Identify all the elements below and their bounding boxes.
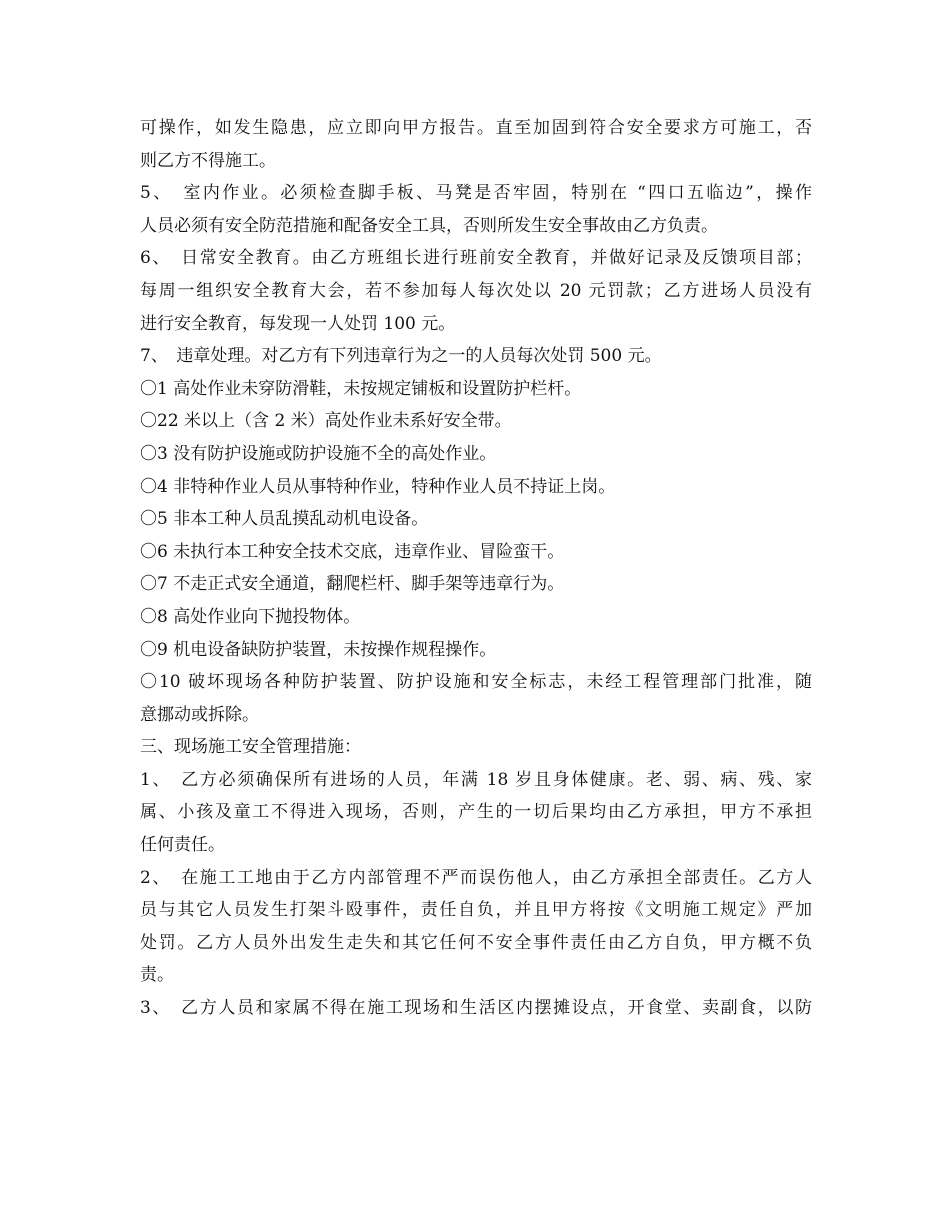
text-line: 〇4 非特种作业人员从事特种作业，特种作业人员不持证上岗。	[140, 476, 616, 497]
text-line: 〇6 未执行本工种安全技术交底，违章作业、冒险蛮干。	[140, 541, 565, 562]
text-line: 三、现场施工安全管理措施：	[140, 737, 361, 758]
text-line: 〇5 非本工种人员乱摸乱动机电设备。	[140, 509, 429, 530]
text-line: 人员必须有安全防范措施和配备安全工具，否则所发生安全事故由乙方负责。	[140, 215, 718, 236]
text-line: 〇22 米以上（含 2 米）高处作业未系好安全带。	[140, 411, 512, 432]
text-line: 〇9 机电设备缺防护装置，未按操作规程操作。	[140, 639, 497, 660]
text-line: 每周一组织安全教育大会，若不参加每人每次处以 20 元罚款；乙方进场人员没有	[140, 280, 812, 301]
text-line: 〇1 高处作业未穿防滑鞋，未按规定铺板和设置防护栏杆。	[140, 378, 582, 399]
text-line: 意挪动或拆除。	[140, 704, 259, 725]
text-line: 则乙方不得施工。	[140, 150, 276, 171]
text-line: 〇3 没有防护设施或防护设施不全的高处作业。	[140, 443, 497, 464]
text-line: 〇10 破坏现场各种防护装置、防护设施和安全标志，未经工程管理部门批准，随	[140, 672, 812, 693]
text-line: 进行安全教育，每发现一人处罚 100 元。	[140, 313, 456, 334]
text-line: 属、小孩及童工不得进入现场，否则，产生的一切后果均由乙方承担，甲方不承担	[140, 802, 812, 823]
text-line: 任何责任。	[140, 835, 225, 856]
document-body	[140, 112, 812, 1025]
text-line: 责。	[140, 965, 174, 986]
text-line: 6、 日常安全教育。由乙方班组长进行班前安全教育，并做好记录及反馈项目部；	[140, 248, 812, 269]
text-line: 处罚。乙方人员外出发生走失和其它任何不安全事件责任由乙方自负，甲方概不负	[140, 932, 812, 953]
text-line: 〇8 高处作业向下抛投物体。	[140, 606, 361, 627]
text-line: 5、 室内作业。必须检查脚手板、马凳是否牢固，特别在 “四口五临边”，操作	[140, 183, 812, 204]
text-line: 7、 违章处理。对乙方有下列违章行为之一的人员每次处罚 500 元。	[140, 346, 662, 367]
text-line: 1、 乙方必须确保所有进场的人员，年满 18 岁且身体健康。老、弱、病、残、家	[140, 769, 812, 790]
text-line: 可操作，如发生隐患，应立即向甲方报告。直至加固到符合安全要求方可施工，否	[140, 118, 812, 138]
text-line: 〇7 不走正式安全通道，翻爬栏杆、脚手架等违章行为。	[140, 574, 565, 595]
text-line: 3、 乙方人员和家属不得在施工现场和生活区内摆摊设点，开食堂、卖副食，以防	[140, 998, 812, 1019]
text-line: 2、 在施工工地由于乙方内部管理不严而误伤他人，由乙方承担全部责任。乙方人	[140, 867, 812, 888]
text-line: 员与其它人员发生打架斗殴事件，责任自负，并且甲方将按《文明施工规定》严加	[140, 900, 812, 921]
